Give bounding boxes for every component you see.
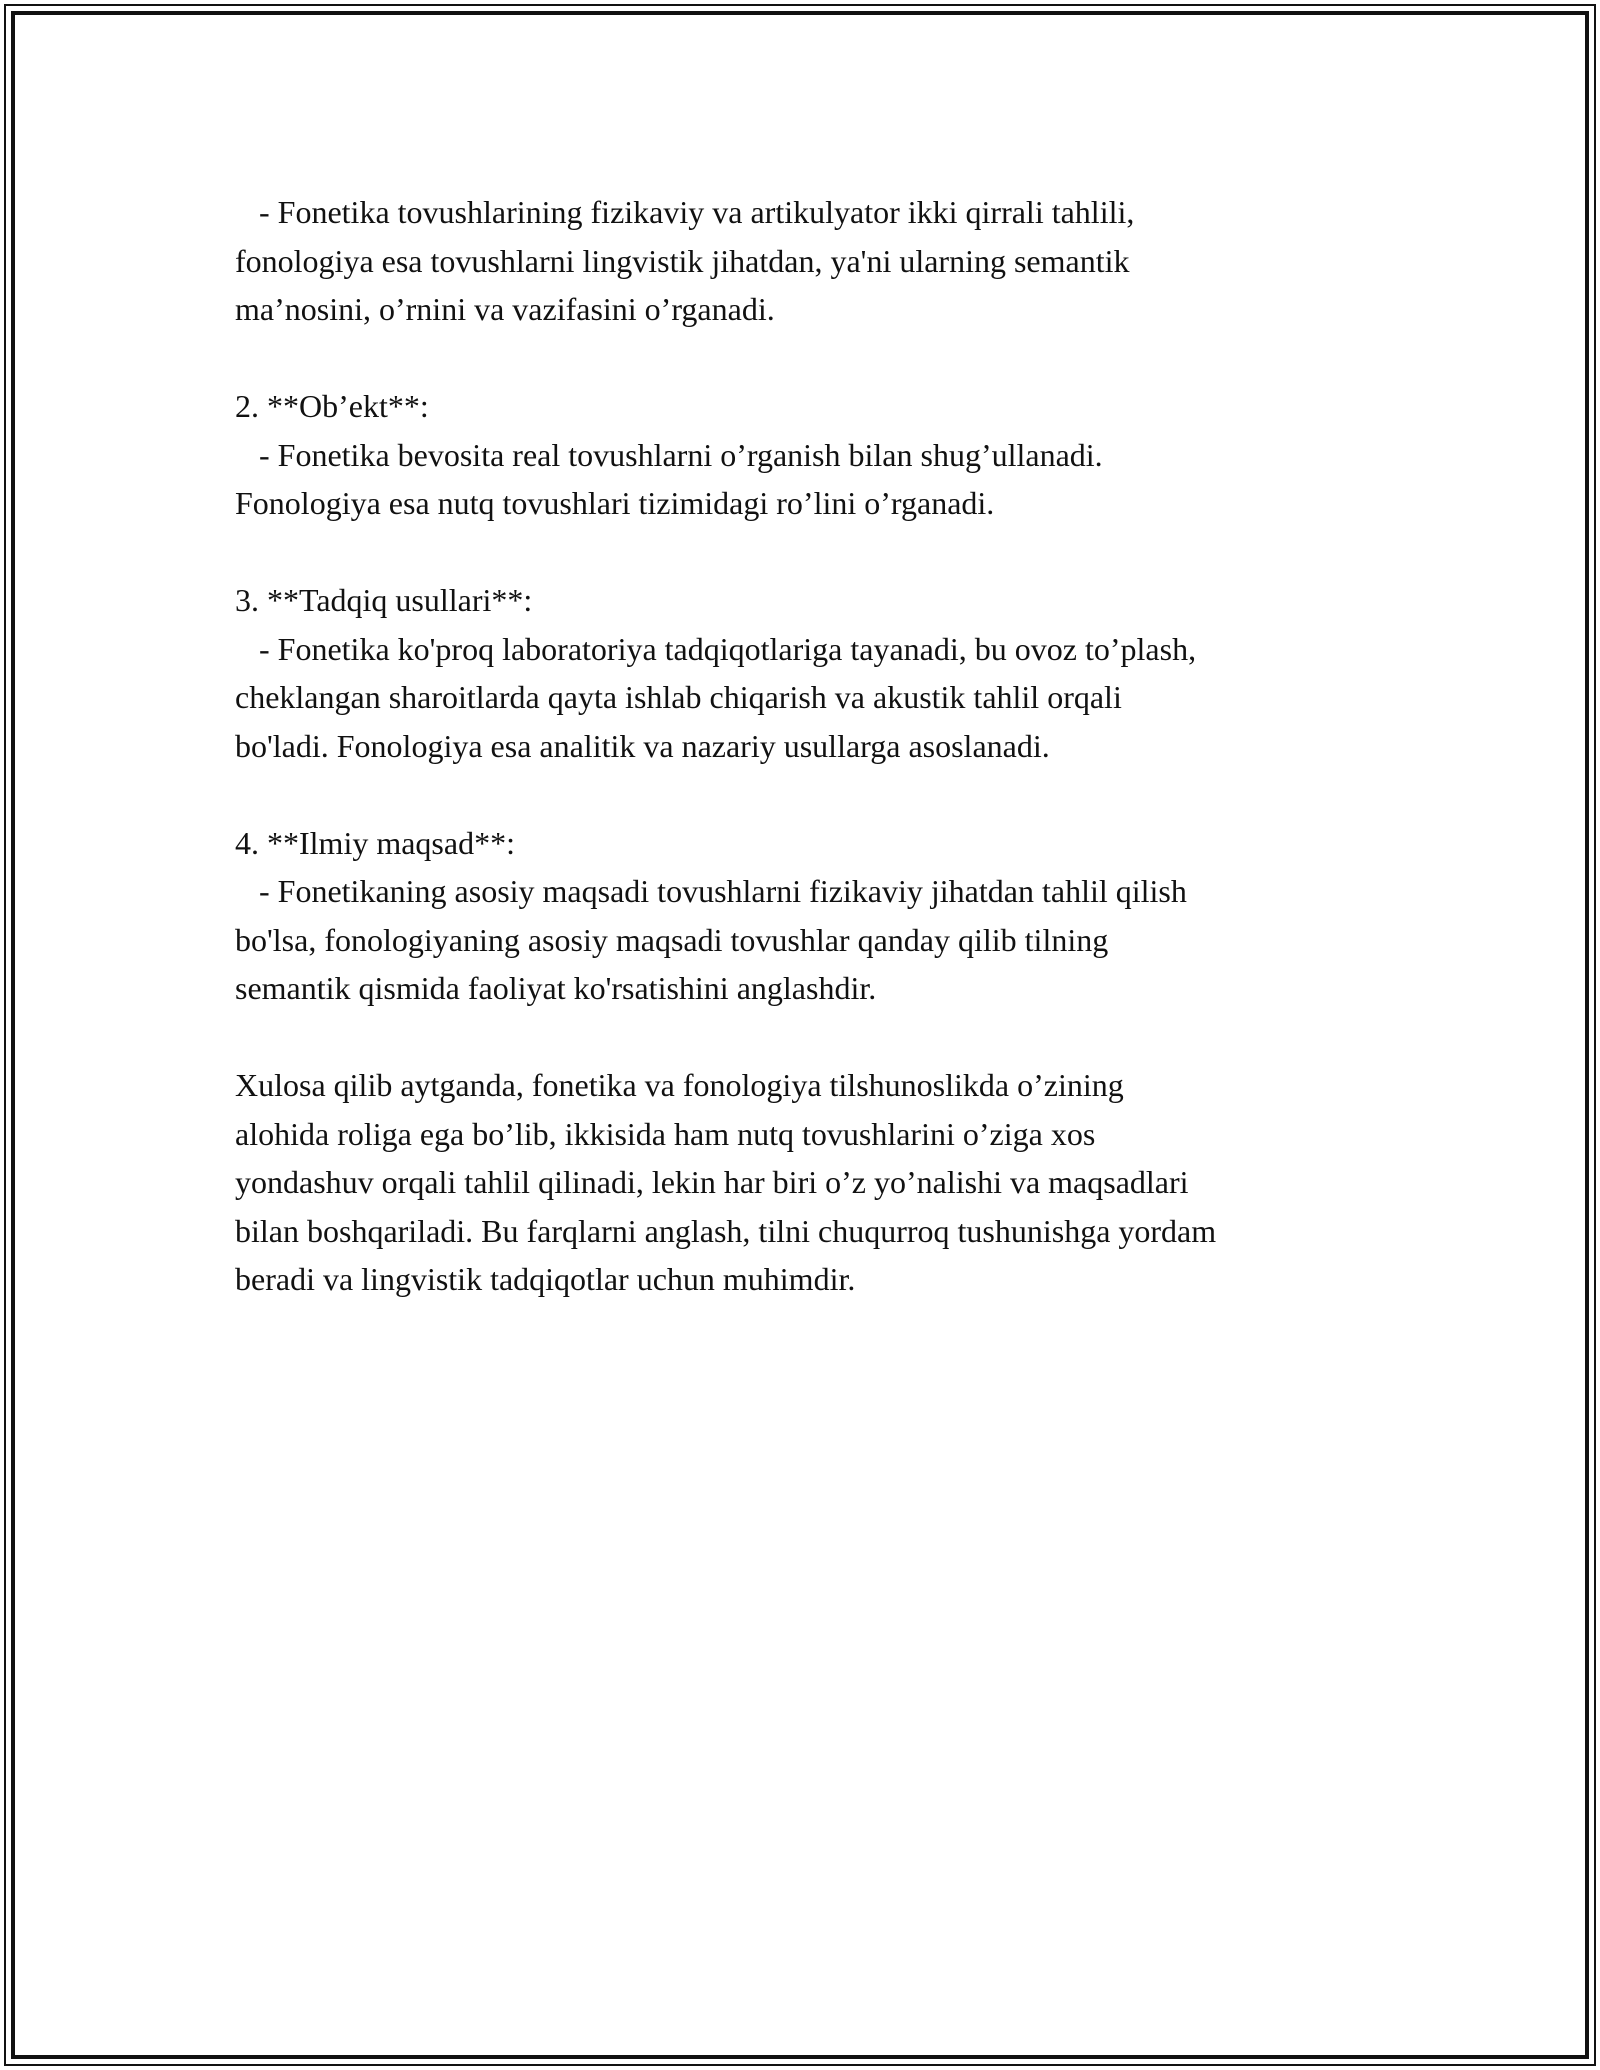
section-research-methods (235, 576, 1375, 770)
text-line: bo'ladi. Fonologiya esa analitik va nazariy usullarga asoslanadi. (235, 727, 1050, 764)
section-object (235, 382, 1375, 528)
text-line: - Fonetika ko'proq laboratoriya tadqiqotlariga tayanadi, bu ovoz to’plash, (235, 630, 1197, 667)
text-line: bilan boshqariladi. Bu farqlarni anglash, tilni chuqurroq tushunishga yordam (235, 1212, 1217, 1249)
text-line: - Fonetikaning asosiy maqsadi tovushlarni fizikaviy jihatdan tahlil qilish (235, 873, 1187, 909)
paragraph-phonetics-vs-phonology-intro (235, 188, 1375, 334)
text-line: - Fonetika bevosita real tovushlarni o’rganish bilan shug’ullanadi. (235, 436, 1103, 473)
section-heading: 2. **Ob’ekt**: (235, 388, 429, 424)
text-line: cheklangan sharoitlarda qayta ishlab chiqarish va akustik tahlil orqali (235, 679, 1122, 715)
document-body (235, 188, 1375, 1352)
text-line: ma’nosini, o’rnini va vazifasini o’rganadi. (235, 291, 775, 327)
text-line: Xulosa qilib aytganda, fonetika va fonologiya tilshunoslikda o’zining (235, 1067, 1124, 1103)
text-line: beradi va lingvistik tadqiqotlar uchun muhimdir. (235, 1261, 856, 1297)
section-heading: 4. **Ilmiy maqsad**: (235, 824, 515, 861)
paragraph-conclusion (235, 1061, 1375, 1304)
text-line: yondashuv orqali tahlil qilinadi, lekin har biri o’z yo’nalishi va maqsadlari (235, 1164, 1189, 1200)
text-line: - Fonetika tovushlarining fizikaviy va artikulyator ikki qirrali tahlili, (235, 194, 1135, 230)
text-line: bo'lsa, fonologiyaning asosiy maqsadi tovushlar qanday qilib tilning (235, 921, 1109, 958)
text-line: fonologiya esa tovushlarni lingvistik jihatdan, ya'ni ularning semantik (235, 242, 1130, 279)
text-line: alohida roliga ega bo’lib, ikkisida ham nutq tovushlarini o’ziga xos (235, 1115, 1096, 1152)
text-line: semantik qismida faoliyat ko'rsatishini anglashdir. (235, 970, 877, 1006)
text-line: Fonologiya esa nutq tovushlari tizimidagi ro’lini o’rganadi. (235, 485, 995, 521)
section-heading: 3. **Tadqiq usullari**: (235, 582, 533, 618)
section-scientific-goal (235, 819, 1375, 1013)
